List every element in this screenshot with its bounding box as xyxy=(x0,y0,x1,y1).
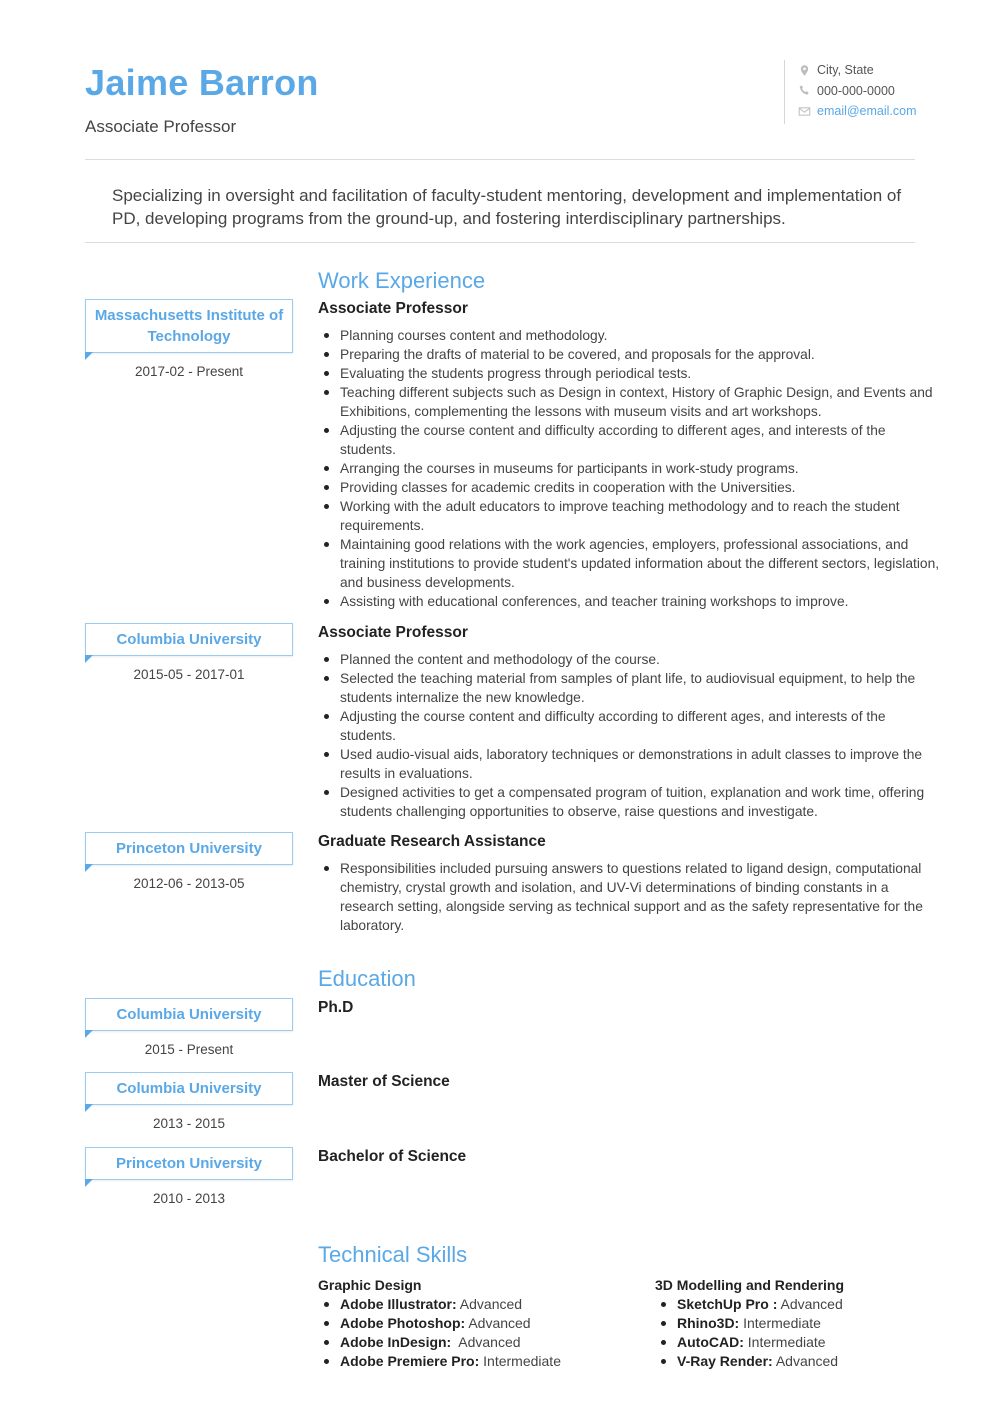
skill-item xyxy=(340,1333,618,1352)
skill-item xyxy=(677,1295,955,1314)
skill-level: Advanced xyxy=(777,1296,843,1312)
work-org-1: Columbia University xyxy=(85,623,293,656)
edu-degree-1: Master of Science xyxy=(318,1073,450,1090)
edu-org-0: Columbia University xyxy=(85,998,293,1031)
skill-name: Adobe Illustrator: xyxy=(340,1296,457,1312)
list-item: Arranging the courses in museums for participants in work-study programs. xyxy=(340,459,940,478)
edu-org-2: Princeton University xyxy=(85,1147,293,1180)
list-item: Teaching different subjects such as Design in context, History of Graphic Design, and Events and Exhibitions, complementing the lessons with museum visits and art workshops. xyxy=(340,383,940,421)
skill-level: Advanced xyxy=(465,1315,531,1331)
skill-name: V-Ray Render: xyxy=(677,1353,773,1369)
skill-name: Adobe InDesign: xyxy=(340,1334,452,1350)
skill-name: Rhino3D: xyxy=(677,1315,740,1331)
work-dates-1: 2015-05 - 2017-01 xyxy=(133,667,245,682)
work-org-0: Massachusetts Institute of Technology xyxy=(85,299,293,353)
skill-name: Adobe Photoshop: xyxy=(340,1315,466,1331)
contact-location xyxy=(798,60,917,81)
list-item: Adjusting the course content and difficulty according to different ages, and interests of the students. xyxy=(340,421,940,459)
skill-group-heading: 3D Modelling and Rendering xyxy=(655,1277,845,1293)
divider xyxy=(85,242,915,243)
skill-name: AutoCAD: xyxy=(677,1334,744,1350)
work-title-2: Graduate Research Assistance xyxy=(318,833,546,850)
list-item: Evaluating the students progress through periodical tests. xyxy=(340,364,940,383)
edu-dates-2: 2010 - 2013 xyxy=(152,1191,226,1206)
work-dates-0: 2017-02 - Present xyxy=(134,364,244,379)
phone-icon xyxy=(798,84,811,97)
list-item: Responsibilities included pursuing answers to questions related to ligand design, computational chemistry, crystal growth and isolation, and UV-Vi determinations of binding constants in a research setting, alongside serving as technical support and as the safety representative for the laboratory. xyxy=(340,859,940,935)
list-item: Assisting with educational conferences, and teacher training workshops to improve. xyxy=(340,592,940,611)
skill-level: Intermediate xyxy=(743,1334,826,1350)
list-item: Used audio-visual aids, laboratory techniques or demonstrations in adult classes to improve the results in evaluations. xyxy=(340,745,940,783)
skill-item xyxy=(677,1314,955,1333)
work-duties-1 xyxy=(318,650,940,821)
skill-level: Advanced xyxy=(772,1353,839,1369)
list-item: Planned the content and methodology of the course. xyxy=(340,650,940,669)
work-org-2: Princeton University xyxy=(85,832,293,865)
candidate-name: Jaime Barron xyxy=(85,62,319,103)
list-item: Adjusting the course content and difficulty according to different ages, and interests of the students. xyxy=(340,707,940,745)
technical-skills-heading: Technical Skills xyxy=(318,1242,468,1267)
contact-email[interactable] xyxy=(798,101,917,122)
work-title-0: Associate Professor xyxy=(318,300,468,317)
location-text: City, State xyxy=(817,63,874,78)
list-item: Working with the adult educators to improve teaching methodology and to reach the student requirements. xyxy=(340,497,940,535)
work-duties-0 xyxy=(318,326,940,611)
skill-item xyxy=(340,1314,618,1333)
edu-dates-0: 2015 - Present xyxy=(144,1042,234,1057)
work-duties-2 xyxy=(318,859,940,935)
skill-group-graphic-design xyxy=(318,1276,618,1371)
envelope-icon xyxy=(798,105,811,118)
skill-name: Adobe Premiere Pro: xyxy=(340,1353,480,1369)
edu-org-1: Columbia University xyxy=(85,1072,293,1105)
list-item: Designed activities to get a compensated program of tuition, explanation and work time, offering students challenging opportunities to observe, raise questions and investigate. xyxy=(340,783,940,821)
skill-level: Intermediate xyxy=(479,1353,561,1369)
skill-item xyxy=(677,1352,955,1371)
list-item: Planning courses content and methodology. xyxy=(340,326,940,345)
skill-item xyxy=(677,1333,955,1352)
phone-text: 000-000-0000 xyxy=(817,83,895,98)
candidate-title: Associate Professor xyxy=(85,117,237,136)
list-item: Providing classes for academic credits in cooperation with the Universities. xyxy=(340,478,940,497)
skill-level: Advanced xyxy=(451,1334,521,1350)
edu-degree-2: Bachelor of Science xyxy=(318,1148,467,1165)
skill-level: Advanced xyxy=(456,1296,523,1312)
contact-block xyxy=(784,60,917,124)
skill-group-3d-modelling xyxy=(655,1276,955,1371)
map-pin-icon xyxy=(798,64,811,77)
skill-name: SketchUp Pro : xyxy=(677,1296,778,1312)
divider xyxy=(85,159,915,160)
skill-item xyxy=(340,1295,618,1314)
work-title-1: Associate Professor xyxy=(318,624,468,641)
work-experience-heading: Work Experience xyxy=(318,268,486,293)
skill-item xyxy=(340,1352,618,1371)
skill-group-heading: Graphic Design xyxy=(318,1277,422,1293)
profile-summary: Specializing in oversight and facilitation of faculty-student mentoring, development and implementation of PD, developing programs from the ground-up, and fostering interdisciplinary partnerships. xyxy=(112,186,902,228)
list-item: Maintaining good relations with the work agencies, employers, professional associations, and training institutions to provide student's updated information about the different sectors, legislation, and business developments. xyxy=(340,537,940,590)
list-item: Preparing the drafts of material to be covered, and proposals for the approval. xyxy=(340,345,940,364)
education-heading: Education xyxy=(318,966,416,991)
edu-degree-0: Ph.D xyxy=(318,999,354,1016)
email-link[interactable]: email@email.com xyxy=(817,104,917,119)
edu-dates-1: 2013 - 2015 xyxy=(152,1116,226,1131)
skill-level: Intermediate xyxy=(739,1315,821,1331)
list-item: Selected the teaching material from samples of plant life, to audiovisual equipment, to help the students internalize the new knowledge. xyxy=(340,669,940,707)
work-dates-2: 2012-06 - 2013-05 xyxy=(133,876,245,891)
contact-phone xyxy=(798,81,917,102)
